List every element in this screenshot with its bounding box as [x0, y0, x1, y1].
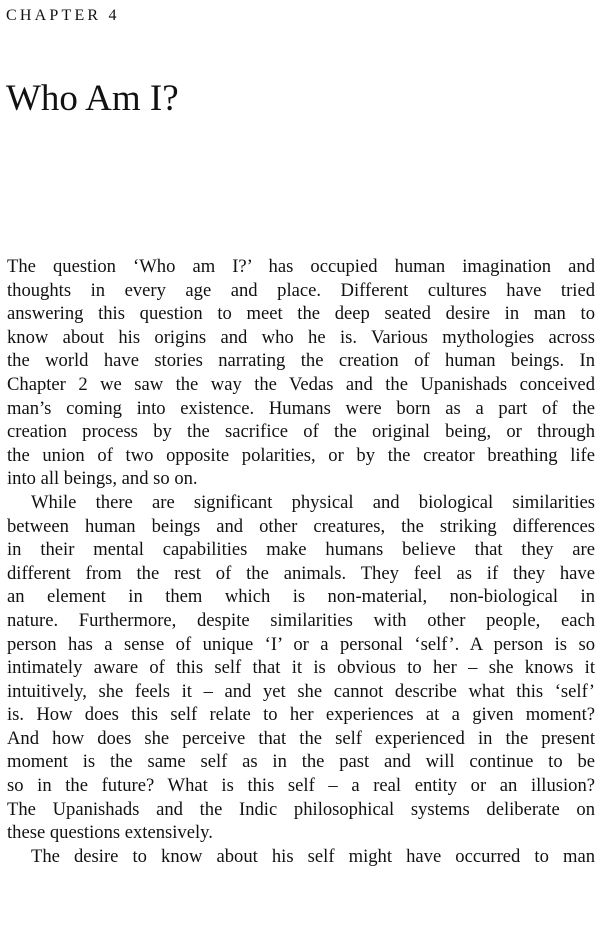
chapter-label: CHAPTER 4: [6, 7, 120, 24]
text-line: And how does she perceive that the self experienced in the present: [7, 727, 595, 749]
paragraph: [7, 491, 595, 845]
text-line: these questions extensively.: [7, 822, 213, 844]
body-text: [7, 255, 595, 868]
text-line: so in the future? What is this self – a real entity or an illusion?: [7, 775, 595, 797]
text-line: intuitively, she feels it – and yet she cannot describe what this ‘self’: [7, 680, 595, 702]
paragraph: [7, 845, 595, 869]
text-line: an element in them which is non-material, non-biological in: [7, 586, 595, 608]
text-line: different from the rest of the animals. They feel as if they have: [7, 562, 595, 584]
text-line: intimately aware of this self that it is obvious to her – she knows it: [7, 657, 595, 679]
text-line: the world have stories narrating the creation of human beings. In: [7, 350, 595, 372]
text-line: the union of two opposite polarities, or by the creator breathing life: [7, 444, 595, 466]
chapter-title: Who Am I?: [6, 78, 179, 119]
text-line: is. How does this self relate to her experiences at a given moment?: [7, 704, 595, 726]
text-line: into all beings, and so on.: [7, 468, 198, 490]
text-line: While there are significant physical and biological similarities: [31, 491, 595, 513]
text-line: thoughts in every age and place. Different cultures have tried: [7, 279, 595, 301]
text-line: moment is the same self as in the past and will continue to be: [7, 751, 595, 773]
text-line: man’s coming into existence. Humans were born as a part of the: [7, 397, 595, 419]
text-line: Chapter 2 we saw the way the Vedas and the Upanishads conceived: [7, 373, 595, 395]
text-line: between human beings and other creatures, the striking differences: [7, 515, 595, 537]
text-line: The Upanishads and the Indic philosophical systems deliberate on: [7, 798, 595, 820]
text-line: answering this question to meet the deep seated desire in man to: [7, 303, 595, 325]
text-line: The question ‘Who am I?’ has occupied human imagination and: [7, 256, 595, 277]
text-line: person has a sense of unique ‘I’ or a personal ‘self’. A person is so: [7, 633, 595, 655]
text-line: in their mental capabilities make humans believe that they are: [7, 539, 595, 561]
text-line: know about his origins and who he is. Various mythologies across: [7, 326, 595, 348]
text-line: nature. Furthermore, despite similarities with other people, each: [7, 609, 595, 631]
text-line: The desire to know about his self might have occurred to man: [31, 845, 595, 867]
paragraph: [7, 255, 595, 491]
text-line: creation process by the sacrifice of the original being, or through: [7, 421, 595, 443]
